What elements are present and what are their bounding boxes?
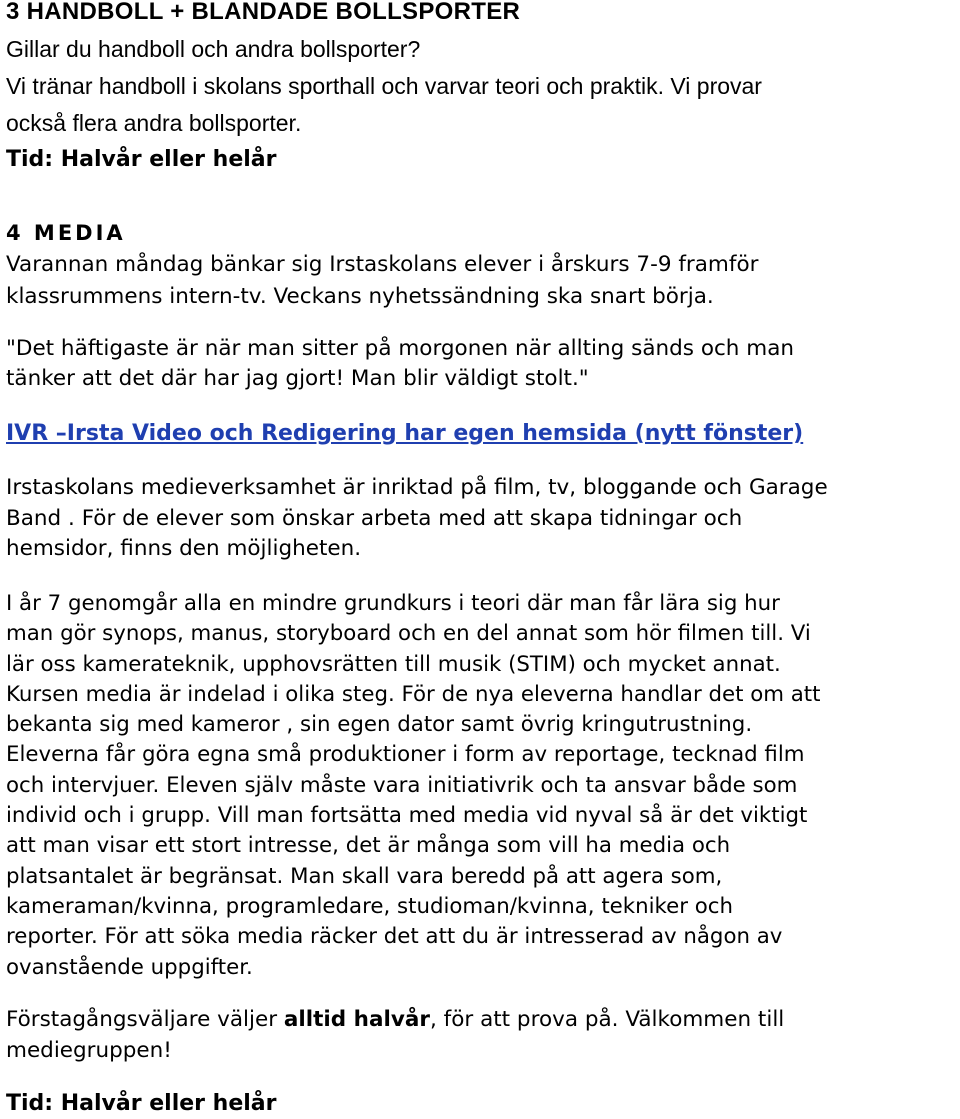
first-choice-text-end: , för att prova på. Välkommen till: [430, 1007, 785, 1032]
media-quote: [6, 334, 960, 394]
paragraph-line: Irstaskolans medieverksamhet är inriktad på film, tv, bloggande och Garage: [6, 475, 828, 500]
section-media: [6, 218, 960, 248]
paragraph-line: klassrummens intern-tv. Veckans nyhetssändning ska snart börja.: [6, 284, 714, 309]
first-choice-text: Förstagångsväljare väljer: [6, 1007, 284, 1032]
paragraph-line: Varannan måndag bänkar sig Irstaskolans elever i årskurs 7-9 framför: [6, 252, 759, 277]
time-block-media: [6, 1089, 960, 1119]
first-choice-paragraph: [6, 1005, 960, 1066]
quote-line: "Det häftigaste är när man sitter på morgonen när allting sänds och man: [6, 336, 794, 361]
paragraph-line: [6, 1005, 960, 1036]
paragraph-line: kameraman/kvinna, programledare, studioman/kvinna, tekniker och: [6, 893, 733, 919]
paragraph-line: lär oss kamerateknik, upphovsrätten till musik (STIM) och mycket annat.: [6, 651, 781, 677]
paragraph-line: platsantalet är begränsat. Man skall vara beredd på att agera som,: [6, 863, 723, 889]
paragraph-line: Kursen media är indelad i olika steg. För de nya eleverna handlar det om att: [6, 681, 821, 707]
course-paragraph: [6, 589, 960, 983]
paragraph-line: Gillar du handboll och andra bollsporter?: [6, 36, 421, 62]
quote-line: tänker att det där har jag gjort! Man blir väldigt stolt.": [6, 366, 589, 391]
media-intro: [6, 249, 960, 313]
first-choice-emphasis: alltid halvår: [283, 1007, 430, 1032]
time-label-handball: Tid: Halvår eller helår: [6, 147, 277, 172]
paragraph-line: I år 7 genomgår alla en mindre grundkurs i teori där man får lära sig hur: [6, 591, 780, 616]
paragraph-line: mediegruppen!: [6, 1037, 172, 1063]
paragraph-line: Eleverna får göra egna små produktioner i form av reportage, tecknad film: [6, 742, 805, 768]
section-handball: [6, 0, 960, 175]
paragraph-line: Vi tränar handboll i skolans sporthall och varvar teori och praktik. Vi provar: [6, 73, 762, 99]
paragraph-line: Band . För de elever som önskar arbeta med att skapa tidningar och: [6, 505, 743, 531]
paragraph-line: också flera andra bollsporter.: [6, 110, 302, 136]
ivr-website-link[interactable]: IVR –Irsta Video och Redigering har egen hemsida (nytt fönster): [6, 421, 804, 446]
section-heading-media: 4 MEDIA: [6, 221, 126, 245]
paragraph-line: bekanta sig med kameror , sin egen dator samt övrig kringutrustning.: [6, 712, 753, 738]
paragraph-line: och intervjuer. Eleven själv måste vara initiativrik och ta ansvar både som: [6, 772, 798, 798]
section-heading-handball: 3 HANDBOLL + BLANDADE BOLLSPORTER: [6, 0, 521, 25]
paragraph-line: att man visar ett stort intresse, det är många som vill ha media och: [6, 833, 731, 859]
time-label-media: Tid: Halvår eller helår: [6, 1091, 277, 1116]
paragraph-line: individ och i grupp. Vill man fortsätta med media vid nyval så är det viktigt: [6, 803, 808, 829]
paragraph-line: reporter. För att söka media räcker det att du är intresserad av någon av: [6, 924, 783, 950]
paragraph-line: man gör synops, manus, storyboard och en del annat som hör filmen till. Vi: [6, 621, 811, 647]
paragraph-line: hemsidor, finns den möjligheten.: [6, 536, 362, 561]
paragraph-line: ovanstående uppgifter.: [6, 954, 253, 980]
media-activity-paragraph: [6, 473, 960, 565]
ivr-link-wrapper: [6, 419, 960, 449]
